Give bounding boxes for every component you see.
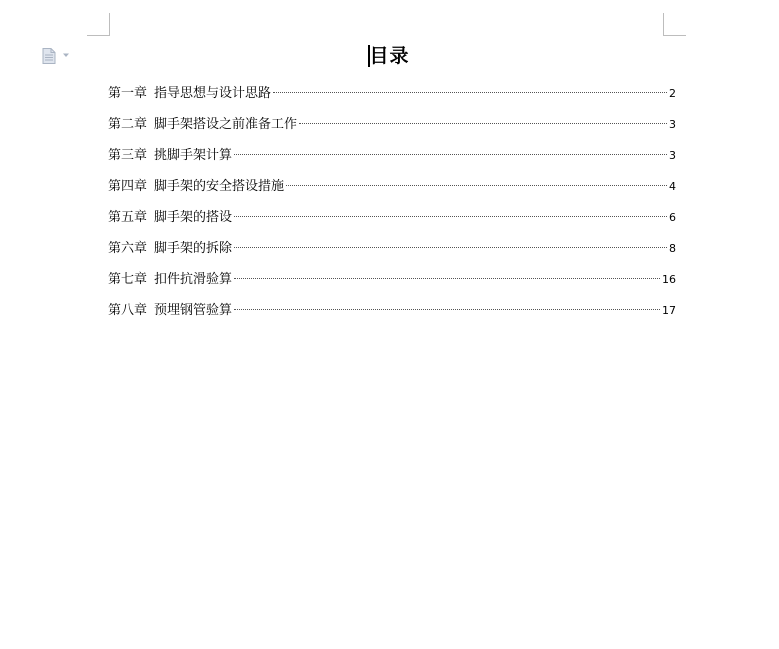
toc-dot-leader <box>234 247 667 248</box>
toc-heading: 脚手架的搭设 <box>154 210 233 225</box>
toc-dot-leader <box>234 216 667 217</box>
toc-page-number: 3 <box>669 118 676 131</box>
toc-page-number: 8 <box>669 242 676 255</box>
toc-entry[interactable] <box>108 82 676 113</box>
toc-entry[interactable] <box>108 237 676 268</box>
toc-chapter-number: 第二章 <box>108 117 148 132</box>
toc-chapter-number: 第一章 <box>108 86 148 101</box>
page-corner-mark-right <box>663 13 686 36</box>
toc-page-number: 17 <box>662 304 676 317</box>
toc-dot-leader <box>286 185 667 186</box>
toc-page-number: 16 <box>662 273 676 286</box>
toc-dot-leader <box>273 92 667 93</box>
toc-title[interactable]: 目录 <box>369 45 410 67</box>
toc-page-number: 3 <box>669 149 676 162</box>
toc-page-number: 6 <box>669 211 676 224</box>
toc-dot-leader <box>234 154 667 155</box>
toc-entry[interactable] <box>108 175 676 206</box>
table-of-contents <box>108 82 676 330</box>
page-corner-mark-left <box>87 13 110 36</box>
toc-entry[interactable] <box>108 268 676 299</box>
toc-heading: 脚手架搭设之前准备工作 <box>154 117 298 132</box>
toc-chapter-number: 第六章 <box>108 241 148 256</box>
toc-page-number: 4 <box>669 180 676 193</box>
toc-heading: 脚手架的拆除 <box>154 241 233 256</box>
toc-entry[interactable] <box>108 206 676 237</box>
toc-page-number: 2 <box>669 87 676 100</box>
toc-heading: 指导思想与设计思路 <box>154 86 272 101</box>
toc-dot-leader <box>299 123 667 124</box>
toc-chapter-number: 第八章 <box>108 303 148 318</box>
toc-heading: 挑脚手架计算 <box>154 148 233 163</box>
toc-dot-leader <box>234 309 660 310</box>
toc-heading: 预埋钢管验算 <box>154 303 233 318</box>
toc-entry[interactable] <box>108 299 676 330</box>
toc-chapter-number: 第七章 <box>108 272 148 287</box>
toc-dot-leader <box>234 278 660 279</box>
toc-chapter-number: 第三章 <box>108 148 148 163</box>
toc-heading: 扣件抗滑验算 <box>154 272 233 287</box>
toc-chapter-number: 第五章 <box>108 210 148 225</box>
toc-chapter-number: 第四章 <box>108 179 148 194</box>
toc-heading: 脚手架的安全搭设措施 <box>154 179 285 194</box>
toc-entry[interactable] <box>108 113 676 144</box>
toc-entry[interactable] <box>108 144 676 175</box>
